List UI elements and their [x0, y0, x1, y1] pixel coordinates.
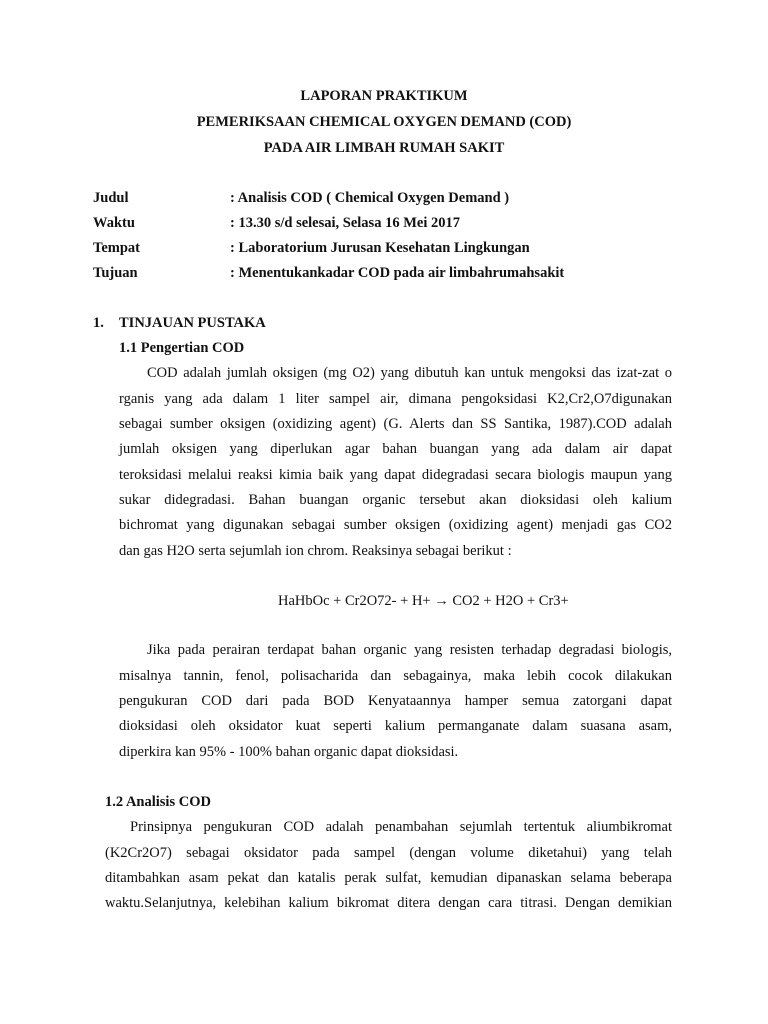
paragraph-line: COD adalah jumlah oksigen (mg O2) yang dibutuh kan untuk mengoksi das izat-zat o: [147, 365, 672, 381]
paragraph-line: waktu.Selanjutnya, kelebihan kalium bikromat ditera dengan cara titrasi. Dengan demikian: [105, 895, 672, 911]
paragraph-line: rganis yang ada dalam 1 liter sampel air, dimana pengoksidasi K2,Cr2,O7digunakan: [119, 391, 672, 407]
info-label-tempat: Tempat: [93, 240, 140, 256]
info-value-waktu: : 13.30 s/d selesai, Selasa 16 Mei 2017: [230, 215, 460, 231]
report-title-line-1: LAPORAN PRAKTIKUM: [300, 88, 468, 104]
subsection-heading-1-2: 1.2 Analisis COD: [105, 794, 211, 810]
subsection-heading-1-1: 1.1 Pengertian COD: [119, 340, 245, 356]
info-label-judul: Judul: [93, 190, 129, 206]
info-value-judul: : Analisis COD ( Chemical Oxygen Demand ): [230, 190, 510, 206]
paragraph-line: dan gas H2O serta sejumlah ion chrom. Reaksinya sebagai berikut :: [119, 543, 512, 559]
info-label-waktu: Waktu: [93, 215, 135, 231]
info-value-tempat: : Laboratorium Jurusan Kesehatan Lingkungan: [230, 240, 530, 256]
paragraph-line: teroksidasi melalui reaksi kimia baik yang dapat didegradasi secara biologis maupun yang: [119, 467, 672, 483]
paragraph-line: (K2Cr2O7) sebagai oksidator pada sampel (dengan volume diketahui) yang telah: [105, 845, 672, 861]
info-value-tujuan: : Menentukankadar COD pada air limbahrumahsakit: [230, 265, 565, 281]
report-title-line-2: PEMERIKSAAN CHEMICAL OXYGEN DEMAND (COD): [196, 114, 572, 130]
paragraph-line: ditambahkan asam pekat dan katalis perak sulfat, kemudian dipanaskan selama beberapa: [105, 870, 672, 886]
paragraph-line: jumlah oksigen yang diperlukan agar bahan buangan yang ada dalam air dapat: [119, 441, 672, 457]
paragraph-line: dioksidasi oleh oksidator kuat seperti kalium permanganate dalam suasana asam,: [119, 718, 672, 734]
section-number: 1.: [93, 315, 104, 331]
report-title-line-3: PADA AIR LIMBAH RUMAH SAKIT: [263, 140, 505, 156]
paragraph-line: bichromat yang digunakan sebagai sumber oksigen (oxidizing agent) menjadi gas CO2: [119, 517, 672, 533]
paragraph-line: sebagai sumber oksigen (oxidizing agent) (G. Alerts dan SS Santika, 1987).COD adalah: [119, 416, 672, 432]
paragraph-line: pengukuran COD dari pada BOD Kenyataannya hamper semua zatorgani dapat: [119, 693, 672, 709]
chemical-equation: HaHbOc + Cr2O72- + H+ → CO2 + H2O + Cr3+: [278, 593, 569, 609]
paragraph-line: diperkira kan 95% - 100% bahan organic dapat dioksidasi.: [119, 744, 459, 760]
paragraph-line: Jika pada perairan terdapat bahan organic yang resisten terhadap degradasi biologis,: [147, 642, 672, 658]
section-heading: TINJAUAN PUSTAKA: [119, 315, 266, 331]
info-label-tujuan: Tujuan: [93, 265, 138, 281]
paragraph-line: sukar didegradasi. Bahan buangan organic tersebut akan dioksidasi oleh kalium: [119, 492, 672, 508]
paragraph-line: misalnya tannin, fenol, polisacharida dan sebagainya, maka lebih cocok dilakukan: [119, 668, 672, 684]
paragraph-line: Prinsipnya pengukuran COD adalah penambahan sejumlah tertentuk aliumbikromat: [130, 819, 672, 835]
